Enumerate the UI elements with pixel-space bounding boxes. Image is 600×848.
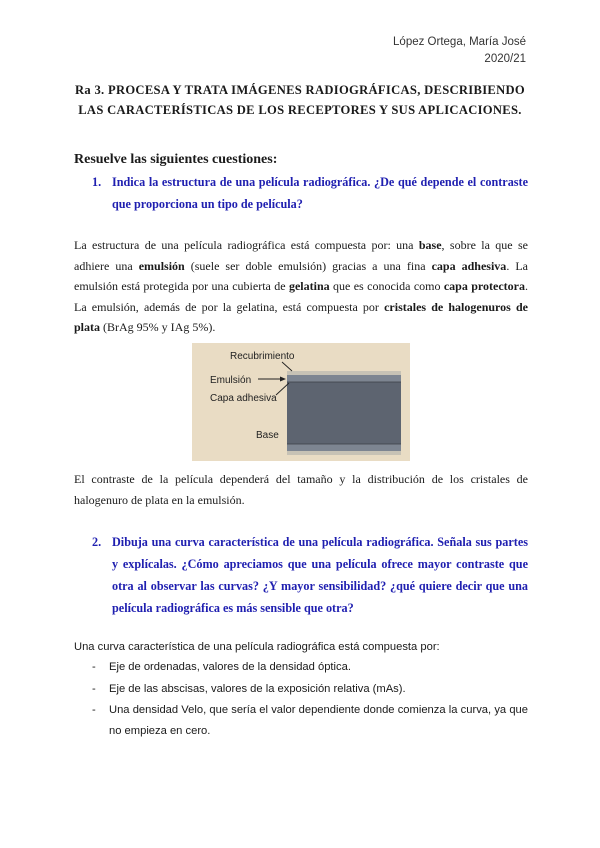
term-gelatina: gelatina (288, 279, 330, 293)
film-coating-bottom (287, 451, 401, 455)
list-item (92, 679, 528, 700)
document-title (74, 80, 526, 120)
label-emulsion: Emulsión (210, 375, 252, 386)
film-base-layer (287, 371, 401, 455)
film-emulsion-top (287, 375, 401, 382)
list-item-text: Una densidad Velo, que sería el valor dependiente donde comienza la curva, ya que no empieza en cero. (109, 704, 528, 737)
section-heading: Resuelve las siguientes cuestiones: (74, 152, 278, 167)
question-1-text: Indica la estructura de una película radiográfica. ¿De qué depende el contraste que proporciona un tipo de película? (112, 175, 528, 211)
list-bullet: - (92, 683, 96, 695)
term-capa-protectora: capa protectora (443, 279, 525, 293)
academic-year: 2020/21 (484, 53, 526, 65)
answer-1-paragraph-1: La estructura de una película radiográfica está compuesta por: una base, sobre la que se adhiere una emulsión (suele ser doble emulsión) gracias a una fina capa adhesiva. La emulsión está protegida por una cubierta de gelatina que es conocida como capa protectora. La emulsión, además de por la gelatina, está compuesta por cristales de halogenuros de plata (BrAg 95% y IAg 5%). (74, 238, 528, 334)
question-1-number: 1. (92, 175, 102, 189)
list-item (92, 657, 528, 678)
title-line-1: Ra 3. PROCESA Y TRATA IMÁGENES RADIOGRÁFICAS, DESCRIBIENDO (75, 83, 525, 97)
label-recubrimiento: Recubrimiento (230, 351, 295, 362)
list-bullet: - (92, 704, 96, 716)
answer-2-intro: Una curva característica de una película radiográfica está compuesta por: (74, 641, 440, 653)
label-capa-adhesiva: Capa adhesiva (210, 393, 277, 404)
author-name: López Ortega, María José (393, 36, 526, 48)
list-item-text: Eje de ordenadas, valores de la densidad óptica. (109, 661, 351, 673)
film-structure-figure (192, 343, 410, 461)
film-coating-top (287, 371, 401, 375)
question-2-number: 2. (92, 535, 102, 549)
term-cristales: cristales de halogenuros de plata (74, 299, 528, 334)
term-capa-adhesiva: capa adhesiva (431, 258, 507, 273)
list-item-text: Eje de las abscisas, valores de la exposición relativa (mAs). (109, 683, 406, 695)
question-2-text: Dibuja una curva característica de una película radiográfica. Señala sus partes y explícalas. ¿Cómo apreciamos que una película ofrece mayor contraste que otra al observar las curvas? ¿Y mayor sensibilidad? ¿qué quiere decir que una película radiográfica es más sensible que otra? (112, 535, 528, 615)
list-bullet: - (92, 661, 96, 673)
question-1 (92, 171, 528, 215)
label-base: Base (256, 430, 279, 441)
answer-1-paragraph-2: El contraste de la película dependerá del tamaño y la distribución de los cristales de halogenuro de plata en la emulsión. (74, 472, 528, 507)
term-base: base (418, 238, 442, 252)
title-line-2: LAS CARACTERÍSTICAS DE LOS RECEPTORES Y SUS APLICACIONES. (78, 103, 522, 117)
question-2 (92, 531, 528, 619)
term-emulsion: emulsión (138, 258, 185, 273)
list-item (92, 700, 528, 742)
film-emulsion-bottom (287, 444, 401, 451)
